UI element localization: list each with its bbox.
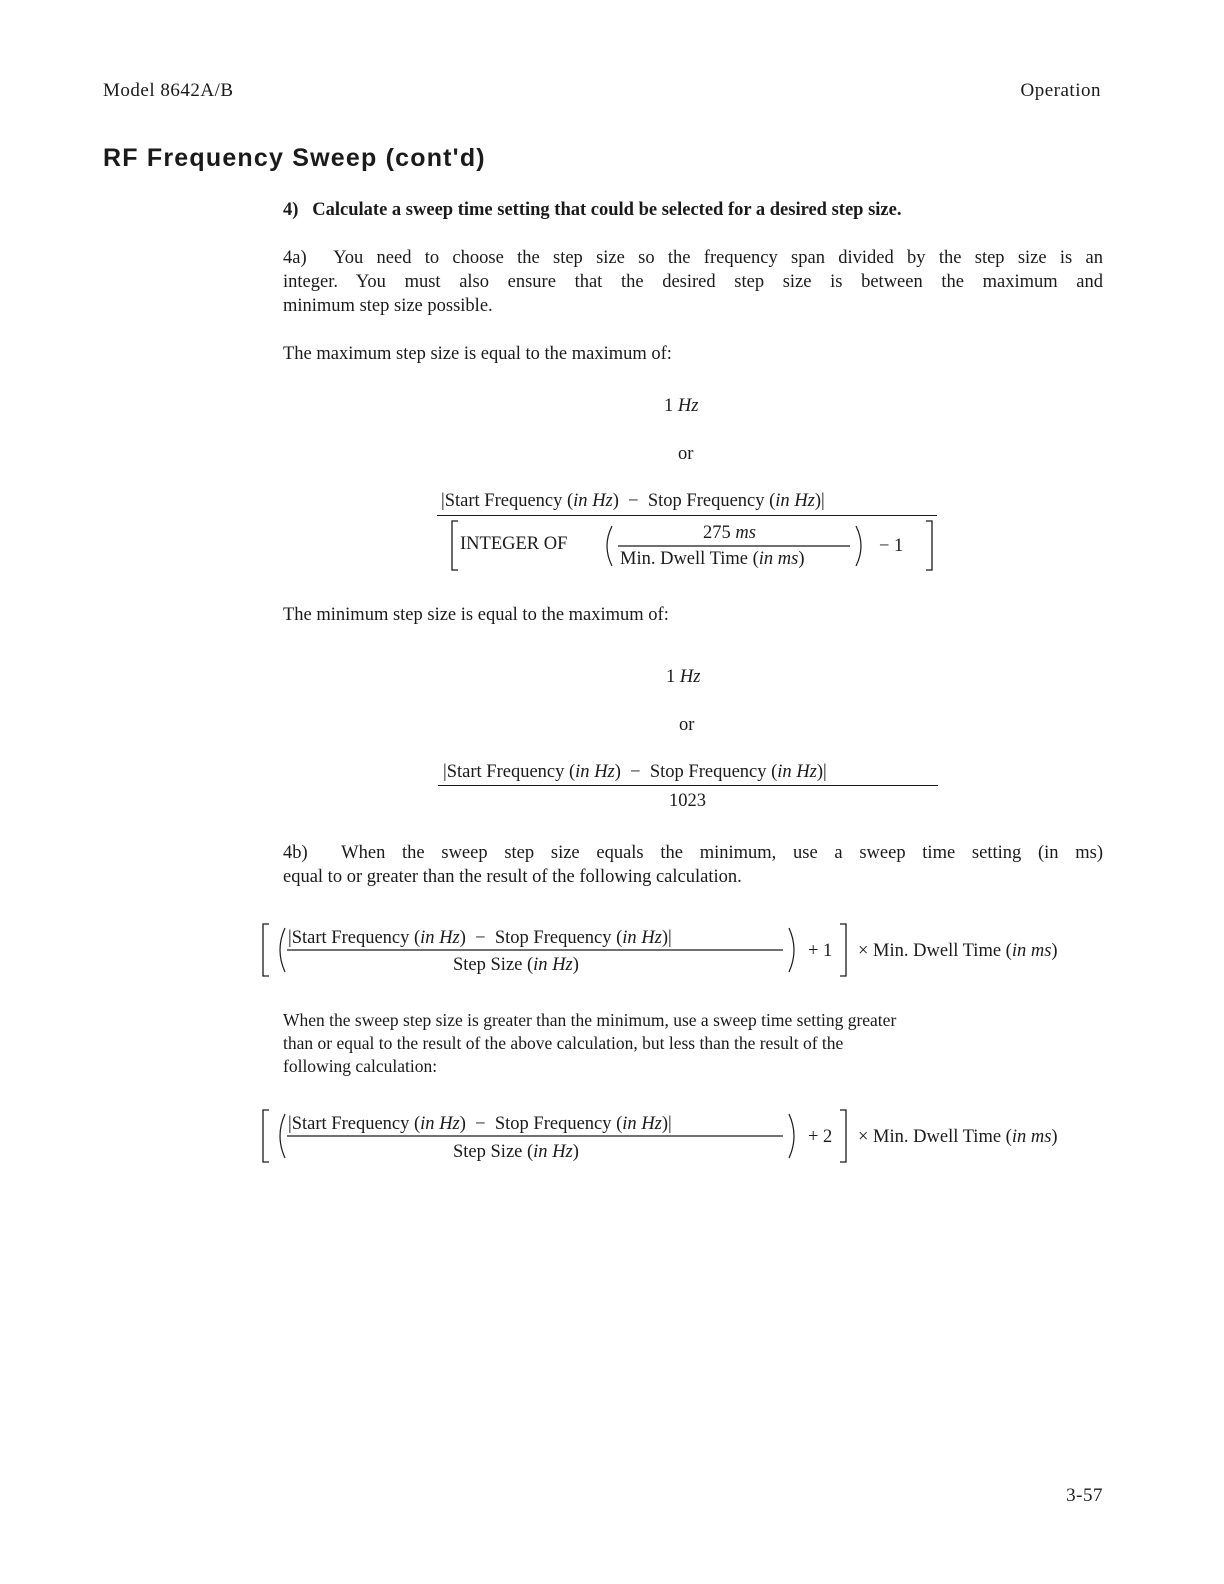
hz-label: Hz xyxy=(552,1142,573,1162)
in-label: in xyxy=(1011,941,1027,961)
min-fraction-line xyxy=(438,785,938,786)
stop-frequency-label: Stop Frequency xyxy=(494,928,612,948)
paren-close: ) xyxy=(816,762,824,782)
paren-close: ) xyxy=(798,549,805,569)
paragraph-4a-line1 xyxy=(283,246,1103,270)
hz-label: Hz xyxy=(552,955,573,975)
step-4-number: 4) xyxy=(283,200,299,220)
max-step-intro: The maximum step size is equal to the maximum of: xyxy=(283,344,672,364)
start-frequency-label: Start Frequency xyxy=(446,762,565,782)
step-4 xyxy=(283,198,1043,222)
paragraph-greater-line3: following calculation: xyxy=(283,1056,438,1076)
paren-close: ) xyxy=(614,762,621,782)
min-dwell-label: Min. Dwell Time xyxy=(620,549,748,569)
min-one-hz xyxy=(666,665,700,689)
formula2-plus-two: + 2 xyxy=(808,1127,833,1147)
start-frequency-label: Start Frequency xyxy=(291,928,410,948)
abs-bar-right: | xyxy=(821,491,825,511)
in-label: in xyxy=(758,549,774,569)
abs-bar-left: | xyxy=(441,491,445,511)
formula1-numerator xyxy=(288,926,672,950)
minus-one: − 1 xyxy=(879,536,904,556)
paragraph-4a-label: 4a) xyxy=(283,248,307,268)
minus-sign: − xyxy=(475,928,486,948)
paren-open: ( xyxy=(414,928,421,948)
paren-open: ( xyxy=(414,1114,421,1134)
paren-open: ( xyxy=(569,762,576,782)
abs-bar-left: | xyxy=(288,1114,292,1134)
max-one-hz xyxy=(664,394,698,418)
paragraph-4a xyxy=(283,246,1103,318)
paren-open: ( xyxy=(769,491,776,511)
paren-open: ( xyxy=(527,955,534,975)
abs-bar-left: | xyxy=(288,928,292,948)
step-size-label: Step Size xyxy=(453,955,523,975)
hz-label: Hz xyxy=(641,928,662,948)
in-label: in xyxy=(775,491,790,511)
numerator-275 xyxy=(703,521,756,545)
in-label: in xyxy=(573,491,588,511)
hz-label: Hz xyxy=(439,1114,460,1134)
hz-label: Hz xyxy=(641,1114,662,1134)
paren-close: ) xyxy=(1051,1127,1058,1147)
min-one-value: 1 xyxy=(666,667,676,687)
page-title: RF Frequency Sweep (cont'd) xyxy=(103,144,486,172)
paren-open: ( xyxy=(616,1114,623,1134)
hz-label: Hz xyxy=(794,491,815,511)
times-min-dwell-label: × Min. Dwell Time xyxy=(858,1127,1002,1147)
min-or: or xyxy=(679,715,695,735)
step-4-text: Calculate a sweep time setting that could be selected for a desired step size. xyxy=(312,200,902,220)
in-label: in xyxy=(420,1114,435,1134)
hz-label: Hz xyxy=(439,928,460,948)
minus-sign: − xyxy=(475,1114,486,1134)
paragraph-greater xyxy=(283,1009,1083,1078)
in-label: in xyxy=(533,955,548,975)
paragraph-4a-line2: integer. You must also ensure that the desired step size is between the maximum and xyxy=(283,272,1103,292)
paragraph-greater-line1: When the sweep step size is greater than the minimum, use a sweep time setting greater xyxy=(283,1010,897,1030)
paragraph-4b-text1: When the sweep step size equals the minimum, use a sweep time setting (in ms) xyxy=(341,843,1104,863)
minus-sign: − xyxy=(628,491,639,511)
paragraph-4b-line1 xyxy=(283,841,1103,865)
header-model: Model 8642A/B xyxy=(103,80,234,101)
ms-label: ms xyxy=(777,549,799,569)
min-fraction-numerator xyxy=(443,760,827,784)
paragraph-4b xyxy=(283,841,1103,889)
paren-open: ( xyxy=(527,1142,534,1162)
stop-frequency-label: Stop Frequency xyxy=(647,491,765,511)
formula2-numerator xyxy=(288,1112,672,1136)
paren-open: ( xyxy=(616,928,623,948)
paren-close: ) xyxy=(612,491,619,511)
minus-sign: − xyxy=(630,762,641,782)
times-min-dwell-label: × Min. Dwell Time xyxy=(858,941,1002,961)
abs-bar-right: | xyxy=(668,928,672,948)
paren-close: ) xyxy=(1051,941,1058,961)
hz-label: Hz xyxy=(592,491,613,511)
paragraph-4b-line2: equal to or greater than the result of the following calculation. xyxy=(283,867,742,887)
paren-close: ) xyxy=(572,955,579,975)
paren-close: ) xyxy=(814,491,822,511)
min-one-unit: Hz xyxy=(679,667,701,687)
paren-close: ) xyxy=(459,1114,466,1134)
paren-open: ( xyxy=(752,549,759,569)
in-label: in xyxy=(420,928,435,948)
abs-bar-right: | xyxy=(823,762,827,782)
stop-frequency-label: Stop Frequency xyxy=(494,1114,612,1134)
paren-close: ) xyxy=(661,928,669,948)
max-one-unit: Hz xyxy=(677,396,699,416)
max-or: or xyxy=(678,444,694,464)
ms-unit: ms xyxy=(735,523,756,543)
integer-of-label: INTEGER OF xyxy=(460,534,568,554)
min-step-intro: The minimum step size is equal to the maximum of: xyxy=(283,605,669,625)
in-label: in xyxy=(622,1114,637,1134)
min-dwell-denominator xyxy=(620,547,805,571)
abs-bar-left: | xyxy=(443,762,447,782)
in-label: in xyxy=(533,1142,548,1162)
paren-open: ( xyxy=(771,762,778,782)
page-number: 3-57 xyxy=(1066,1485,1103,1506)
header-section: Operation xyxy=(1020,80,1101,101)
start-frequency-label: Start Frequency xyxy=(444,491,563,511)
paren-close: ) xyxy=(572,1142,579,1162)
formula2-times-dwell xyxy=(858,1125,1058,1149)
paren-open: ( xyxy=(1005,1127,1012,1147)
paren-close: ) xyxy=(459,928,466,948)
paragraph-4a-text1: You need to choose the step size so the frequency span divided by the step size is an xyxy=(333,248,1103,268)
hz-label: Hz xyxy=(594,762,615,782)
max-one-value: 1 xyxy=(664,396,674,416)
step-size-label: Step Size xyxy=(453,1142,523,1162)
paragraph-4a-line3: minimum step size possible. xyxy=(283,296,493,316)
formula1-times-dwell xyxy=(858,939,1058,963)
paren-close: ) xyxy=(661,1114,669,1134)
hz-label: Hz xyxy=(796,762,817,782)
paren-open: ( xyxy=(1005,941,1012,961)
formula2-denominator xyxy=(453,1140,579,1164)
in-label: in xyxy=(1011,1127,1027,1147)
in-label: in xyxy=(575,762,590,782)
max-fraction-numerator xyxy=(441,489,825,513)
start-frequency-label: Start Frequency xyxy=(291,1114,410,1134)
formula1-plus-one: + 1 xyxy=(808,941,833,961)
min-denominator-1023: 1023 xyxy=(669,791,706,811)
in-label: in xyxy=(622,928,637,948)
in-label: in xyxy=(777,762,792,782)
paragraph-greater-line2: than or equal to the result of the above calculation, but less than the result of the xyxy=(283,1033,844,1053)
abs-bar-right: | xyxy=(668,1114,672,1134)
max-fraction-line xyxy=(437,515,937,516)
ms-label: ms xyxy=(1030,941,1052,961)
stop-frequency-label: Stop Frequency xyxy=(649,762,767,782)
ms-label: ms xyxy=(1030,1127,1052,1147)
paragraph-4b-label: 4b) xyxy=(283,843,308,863)
formula1-denominator xyxy=(453,953,579,977)
value-275: 275 xyxy=(703,523,731,543)
paren-open: ( xyxy=(567,491,574,511)
